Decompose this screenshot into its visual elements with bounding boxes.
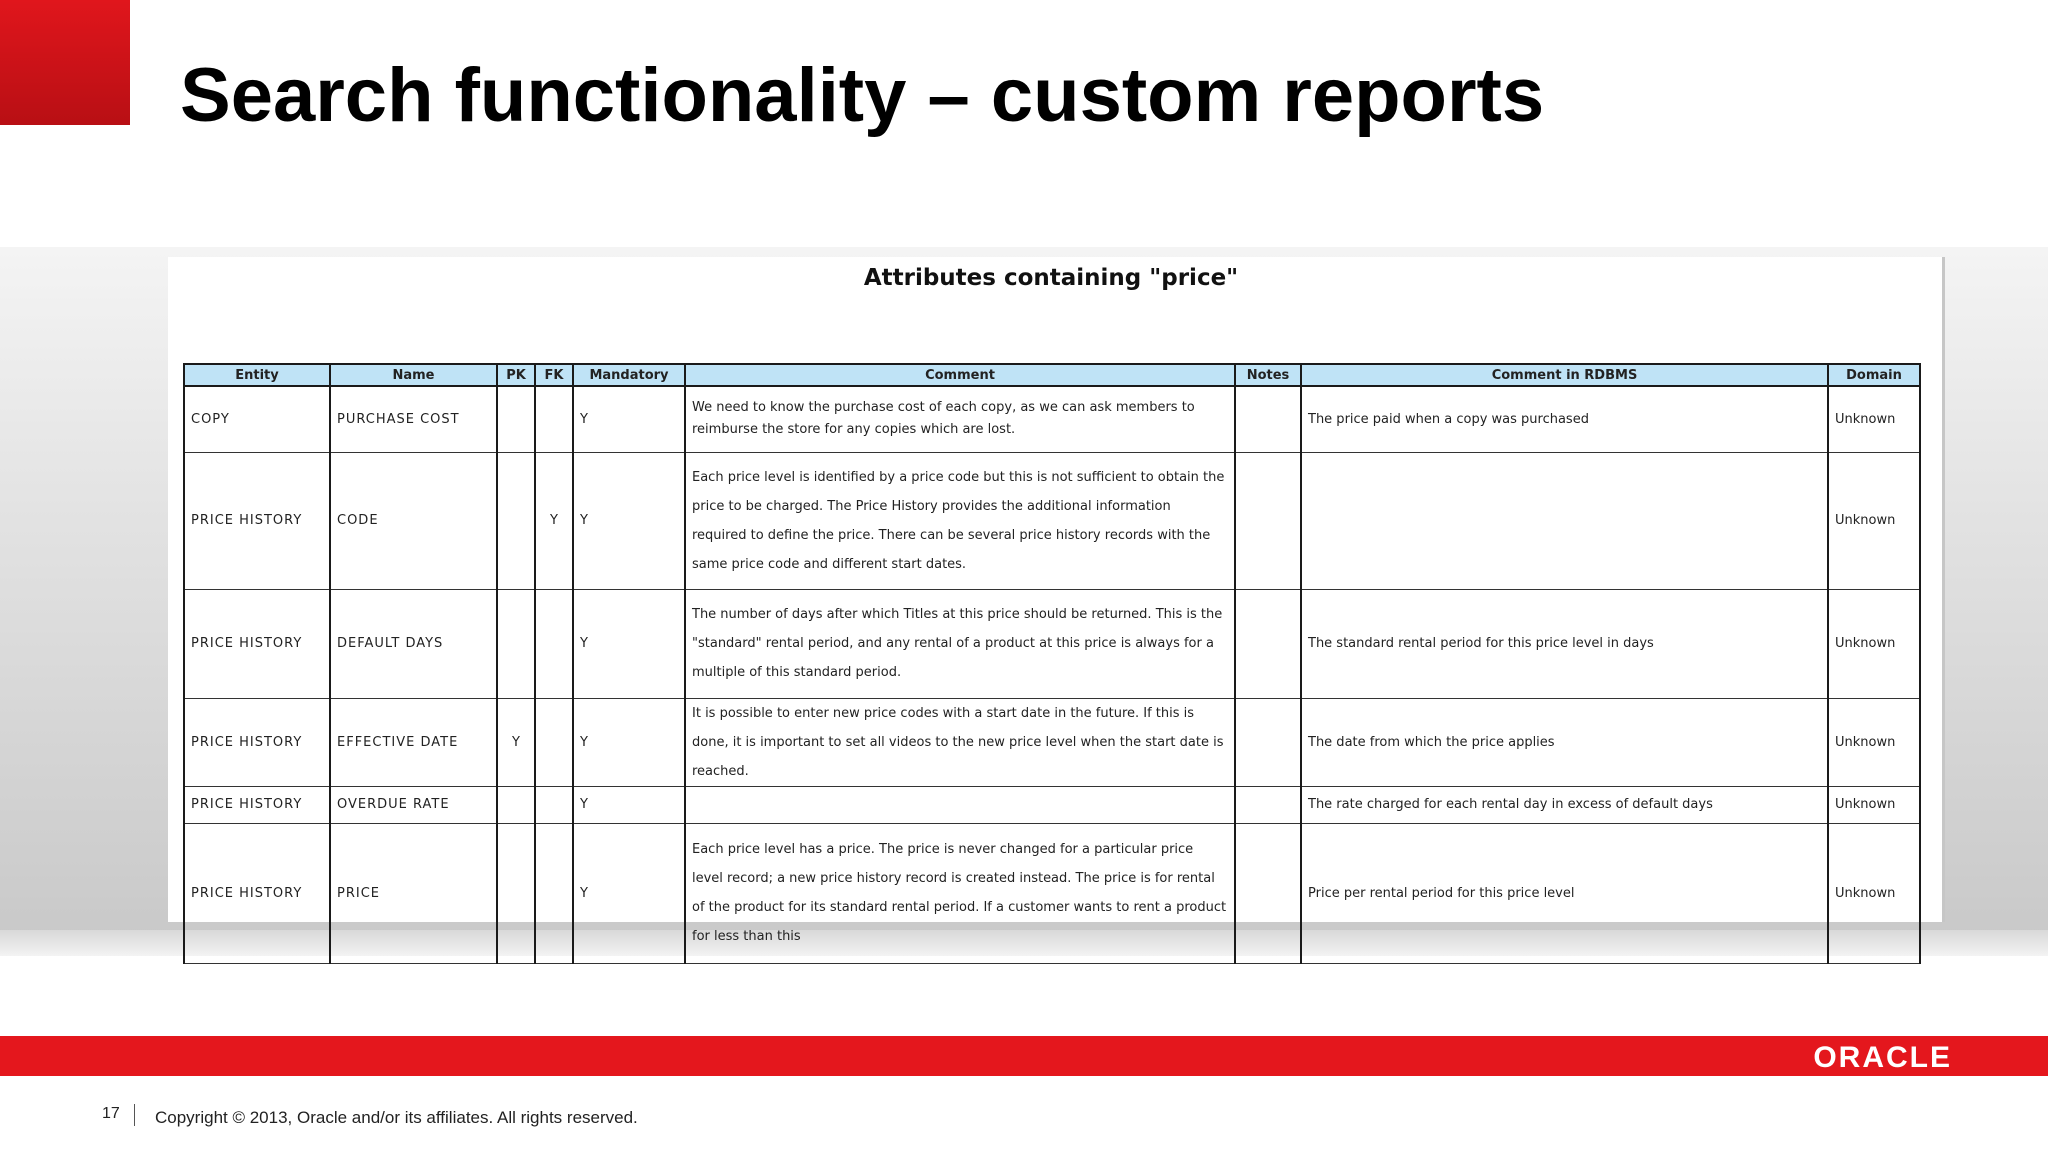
column-header-name[interactable]: Name: [330, 364, 497, 386]
name-cell: CODE: [330, 452, 497, 589]
table-row: [184, 823, 1920, 963]
column-header-fk[interactable]: FK: [535, 364, 573, 386]
name-cell: OVERDUE RATE: [330, 786, 497, 823]
pk-cell: [497, 823, 535, 963]
mandatory-cell: Y: [573, 786, 685, 823]
domain-cell: Unknown: [1828, 786, 1920, 823]
report-title: Attributes containing "price": [863, 265, 1239, 291]
entity-cell: PRICE HISTORY: [184, 698, 330, 786]
column-header-comment[interactable]: Comment: [685, 364, 1235, 386]
table-header-row: [184, 364, 1920, 386]
fk-cell: [535, 786, 573, 823]
comment-rdbms-cell: The standard rental period for this price level in days: [1301, 589, 1828, 698]
fk-cell: [535, 386, 573, 452]
domain-cell: Unknown: [1828, 698, 1920, 786]
table-row: [184, 698, 1920, 786]
entity-cell: PRICE HISTORY: [184, 786, 330, 823]
notes-cell: [1235, 386, 1301, 452]
table-row: [184, 386, 1920, 452]
pk-cell: [497, 452, 535, 589]
column-header-entity[interactable]: Entity: [184, 364, 330, 386]
footer-divider: [134, 1104, 135, 1126]
name-cell: PURCHASE COST: [330, 386, 497, 452]
page-number: 17: [102, 1105, 120, 1122]
attributes-table: [183, 363, 1921, 964]
notes-cell: [1235, 823, 1301, 963]
table-row: [184, 786, 1920, 823]
name-cell: PRICE: [330, 823, 497, 963]
column-header-pk[interactable]: PK: [497, 364, 535, 386]
domain-cell: Unknown: [1828, 386, 1920, 452]
pk-cell: Y: [497, 698, 535, 786]
notes-cell: [1235, 786, 1301, 823]
column-header-notes[interactable]: Notes: [1235, 364, 1301, 386]
entity-cell: PRICE HISTORY: [184, 589, 330, 698]
comment-cell: Each price level has a price. The price is never changed for a particular price level record; a new price history record is created instead. The price is for rental of the product for its standard rental period. If a customer wants to rent a product for less than this: [685, 823, 1235, 963]
domain-cell: Unknown: [1828, 452, 1920, 589]
notes-cell: [1235, 589, 1301, 698]
comment-cell: It is possible to enter new price codes with a start date in the future. If this is done, it is important to set all videos to the new price level when the start date is reached.: [685, 698, 1235, 786]
pk-cell: [497, 786, 535, 823]
copyright-text: Copyright © 2013, Oracle and/or its affiliates. All rights reserved.: [155, 1108, 638, 1127]
table-row: [184, 589, 1920, 698]
comment-cell: We need to know the purchase cost of each copy, as we can ask members to reimburse the store for any copies which are lost.: [685, 386, 1235, 452]
domain-cell: Unknown: [1828, 589, 1920, 698]
fk-cell: Y: [535, 452, 573, 589]
notes-cell: [1235, 452, 1301, 589]
notes-cell: [1235, 698, 1301, 786]
comment-cell: The number of days after which Titles at this price should be returned. This is the "standard" rental period, and any rental of a product at this price is always for a multiple of this standard period.: [685, 589, 1235, 698]
column-header-domain[interactable]: Domain: [1828, 364, 1920, 386]
report-panel: [168, 257, 1945, 944]
name-cell: DEFAULT DAYS: [330, 589, 497, 698]
comment-rdbms-cell: The rate charged for each rental day in excess of default days: [1301, 786, 1828, 823]
column-header-mandatory[interactable]: Mandatory: [573, 364, 685, 386]
mandatory-cell: Y: [573, 386, 685, 452]
comment-cell: Each price level is identified by a price code but this is not sufficient to obtain the price to be charged. The Price History provides the additional information required to define the price. There can be several price history records with the same price code and different start dates.: [685, 452, 1235, 589]
mandatory-cell: Y: [573, 589, 685, 698]
domain-cell: Unknown: [1828, 823, 1920, 963]
pk-cell: [497, 589, 535, 698]
pk-cell: [497, 386, 535, 452]
mandatory-cell: Y: [573, 698, 685, 786]
table-row: [184, 452, 1920, 589]
brand-red-square: [0, 0, 130, 125]
entity-cell: COPY: [184, 386, 330, 452]
fk-cell: [535, 823, 573, 963]
name-cell: EFFECTIVE DATE: [330, 698, 497, 786]
comment-cell: [685, 786, 1235, 823]
column-header-comment-rdbms[interactable]: Comment in RDBMS: [1301, 364, 1828, 386]
mandatory-cell: Y: [573, 452, 685, 589]
mandatory-cell: Y: [573, 823, 685, 963]
comment-rdbms-cell: The date from which the price applies: [1301, 698, 1828, 786]
comment-rdbms-cell: [1301, 452, 1828, 589]
entity-cell: PRICE HISTORY: [184, 823, 330, 963]
fk-cell: [535, 589, 573, 698]
comment-rdbms-cell: Price per rental period for this price level: [1301, 823, 1828, 963]
fk-cell: [535, 698, 573, 786]
entity-cell: PRICE HISTORY: [184, 452, 330, 589]
footer-red-bar: [0, 1036, 2048, 1076]
slide-title: Search functionality – custom reports: [180, 53, 1545, 138]
oracle-logo: ORACLE: [1813, 1041, 1952, 1074]
comment-rdbms-cell: The price paid when a copy was purchased: [1301, 386, 1828, 452]
